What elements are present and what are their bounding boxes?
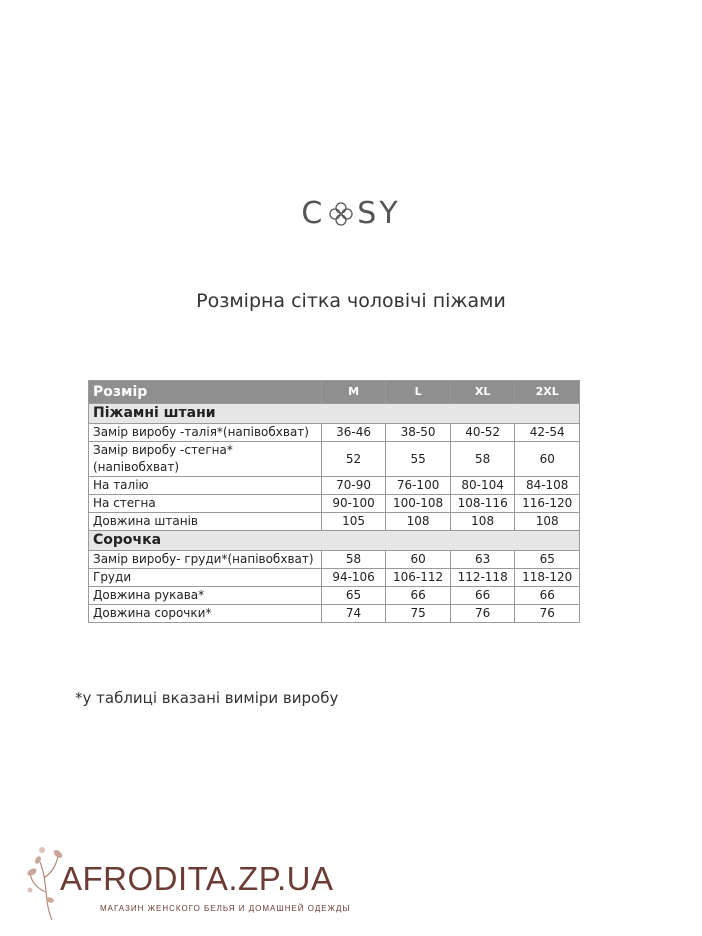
size-value-cell: 42-54	[515, 424, 580, 442]
size-value-cell: 76-100	[386, 477, 451, 495]
table-row	[89, 442, 580, 477]
size-value-cell: 100-108	[386, 495, 451, 513]
size-header-row	[89, 381, 580, 404]
row-label: Груди	[89, 569, 322, 587]
table-row	[89, 605, 580, 623]
size-value-cell: 55	[386, 442, 451, 477]
footnote: *у таблиці вказані виміри виробу	[75, 689, 339, 707]
watermark-name: AFRODITA.ZP.UA	[60, 860, 334, 897]
size-header-label: Розмір	[89, 381, 322, 404]
size-value-cell: 108-116	[450, 495, 515, 513]
size-value-cell: 60	[386, 551, 451, 569]
cosy-logo	[0, 196, 702, 231]
size-value-cell: 84-108	[515, 477, 580, 495]
size-value-cell: 66	[386, 587, 451, 605]
size-value-cell: 58	[321, 551, 385, 569]
size-value-cell: 58	[450, 442, 515, 477]
size-value-cell: 36-46	[321, 424, 385, 442]
row-label: На стегна	[89, 495, 322, 513]
size-header-m: M	[321, 381, 385, 404]
size-value-cell: 76	[450, 605, 515, 623]
size-table	[88, 380, 580, 623]
size-value-cell: 116-120	[515, 495, 580, 513]
section-title: Піжамні штани	[89, 404, 580, 424]
size-value-cell: 112-118	[450, 569, 515, 587]
watermark-tagline: МАГАЗИН ЖЕНСКОГО БЕЛЬЯ И ДОМАШНЕЙ ОДЕЖДЫ	[100, 904, 351, 913]
section-row	[89, 404, 580, 424]
size-value-cell: 38-50	[386, 424, 451, 442]
size-value-cell: 80-104	[450, 477, 515, 495]
size-value-cell: 90-100	[321, 495, 385, 513]
size-value-cell: 108	[450, 513, 515, 531]
table-row	[89, 569, 580, 587]
size-value-cell: 52	[321, 442, 385, 477]
size-header-2xl: 2XL	[515, 381, 580, 404]
size-value-cell: 105	[321, 513, 385, 531]
row-label: Замір виробу -талія*(напівобхват)	[89, 424, 322, 442]
size-value-cell: 65	[515, 551, 580, 569]
section-row	[89, 531, 580, 551]
size-value-cell: 70-90	[321, 477, 385, 495]
table-row	[89, 587, 580, 605]
size-value-cell: 94-106	[321, 569, 385, 587]
table-row	[89, 551, 580, 569]
size-value-cell: 108	[515, 513, 580, 531]
flower-icon	[327, 200, 355, 228]
row-label: Довжина рукава*	[89, 587, 322, 605]
size-value-cell: 108	[386, 513, 451, 531]
size-value-cell: 66	[450, 587, 515, 605]
logo-right-text: SY	[357, 196, 401, 231]
size-value-cell: 75	[386, 605, 451, 623]
size-value-cell: 118-120	[515, 569, 580, 587]
size-value-cell: 66	[515, 587, 580, 605]
size-value-cell: 60	[515, 442, 580, 477]
row-label: Замір виробу- груди*(напівобхват)	[89, 551, 322, 569]
watermark	[22, 842, 372, 922]
row-label: Довжина штанів	[89, 513, 322, 531]
row-label: На талію	[89, 477, 322, 495]
row-label: Замір виробу -стегна*(напівобхват)	[89, 442, 322, 477]
table-row	[89, 513, 580, 531]
row-label: Довжина сорочки*	[89, 605, 322, 623]
size-value-cell: 65	[321, 587, 385, 605]
page-title: Розмірна сітка чоловічі піжами	[196, 290, 506, 312]
logo-left-text: C	[301, 196, 326, 231]
size-value-cell: 74	[321, 605, 385, 623]
size-header-l: L	[386, 381, 451, 404]
size-header-xl: XL	[450, 381, 515, 404]
size-value-cell: 40-52	[450, 424, 515, 442]
table-row	[89, 477, 580, 495]
table-row	[89, 424, 580, 442]
section-title: Сорочка	[89, 531, 580, 551]
table-row	[89, 495, 580, 513]
size-value-cell: 63	[450, 551, 515, 569]
size-value-cell: 76	[515, 605, 580, 623]
size-value-cell: 106-112	[386, 569, 451, 587]
